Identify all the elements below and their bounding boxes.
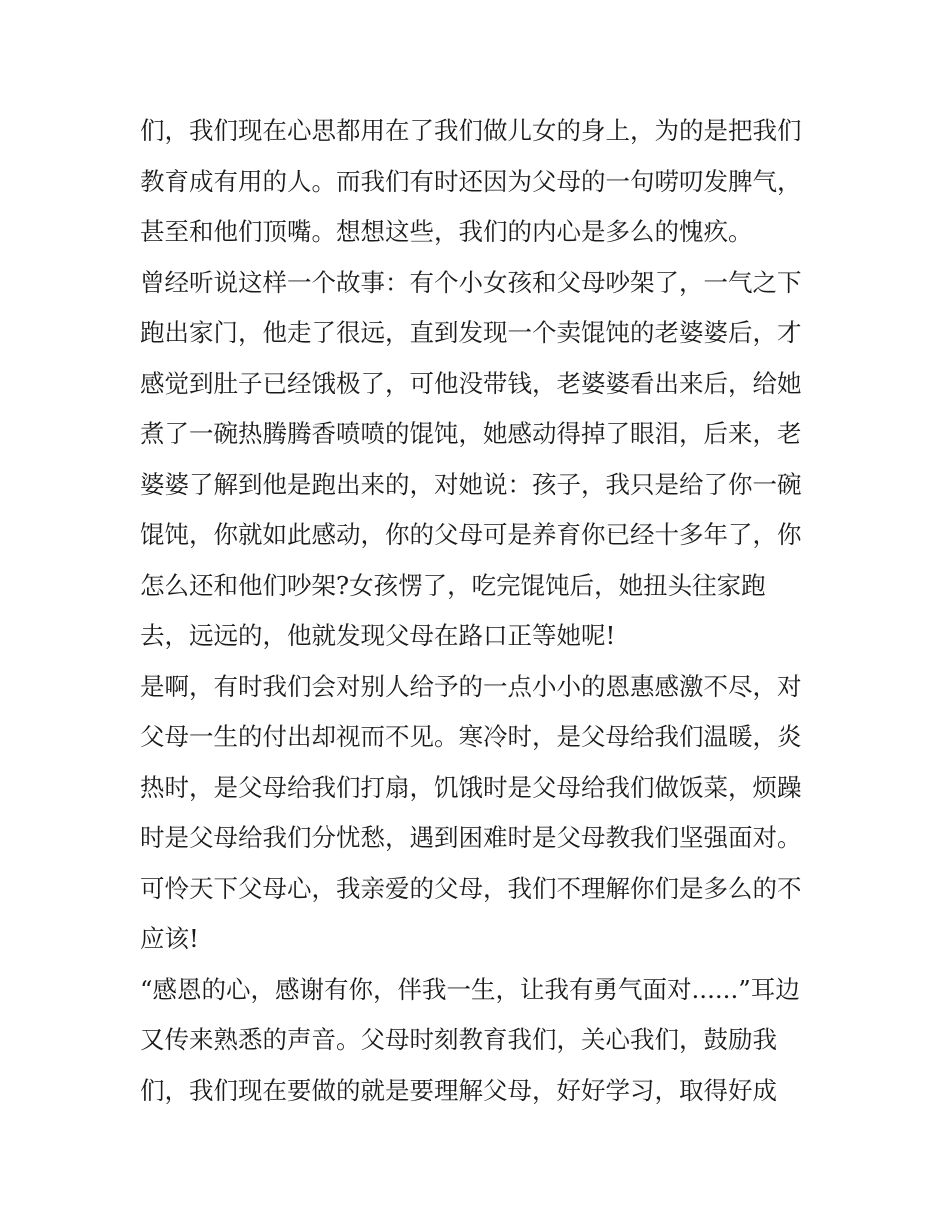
text-line: 又传来熟悉的声音。父母时刻教育我们，关心我们，鼓励我	[140, 1025, 777, 1054]
text-line: 教育成有用的人。而我们有时还因为父母的一句唠叨发脾气，	[140, 166, 802, 196]
text-line: 馄饨，你就如此感动，你的父母可是养育你已经十多年了，你	[140, 520, 802, 549]
text-line: 去，远远的，他就发现父母在路口正等她呢!	[140, 621, 616, 650]
text-line: 怎么还和他们吵架?女孩愣了，吃完馄饨后，她扭头往家跑	[140, 570, 766, 600]
text-line: 感觉到肚子已经饿极了，可他没带钱，老婆婆看出来后，给她	[140, 368, 802, 398]
text-line: “感恩的心，感谢有你，伴我一生，让我有勇气面对......”耳边	[140, 974, 800, 1004]
text-line: 应该!	[140, 924, 199, 953]
text-line: 们，我们现在心思都用在了我们做儿女的身上，为的是把我们	[140, 116, 802, 145]
document-body	[140, 106, 820, 1116]
text-line: 曾经听说这样一个故事：有个小女孩和父母吵架了，一气之下	[140, 267, 802, 297]
text-line: 甚至和他们顶嘴。想想这些，我们的内心是多么的愧疚。	[140, 217, 753, 246]
text-line: 时是父母给我们分忧愁，遇到困难时是父母教我们坚强面对。	[140, 823, 802, 852]
text-line: 婆婆了解到他是跑出来的，对她说：孩子，我只是给了你一碗	[140, 469, 802, 499]
text-line: 是啊，有时我们会对别人给予的一点小小的恩惠感激不尽，对	[140, 671, 802, 701]
text-line: 跑出家门，他走了很远，直到发现一个卖馄饨的老婆婆后，才	[140, 318, 802, 347]
text-line: 们，我们现在要做的就是要理解父母，好好学习，取得好成	[140, 1075, 777, 1105]
text-line: 煮了一碗热腾腾香喷喷的馄饨，她感动得掉了眼泪，后来，老	[140, 419, 802, 448]
text-line: 可怜天下父母心，我亲爱的父母，我们不理解你们是多么的不	[140, 873, 802, 903]
text-line: 热时，是父母给我们打扇，饥饿时是父母给我们做饭菜，烦躁	[140, 772, 802, 802]
text-line: 父母一生的付出却视而不见。寒冷时，是父母给我们温暖，炎	[140, 722, 802, 751]
